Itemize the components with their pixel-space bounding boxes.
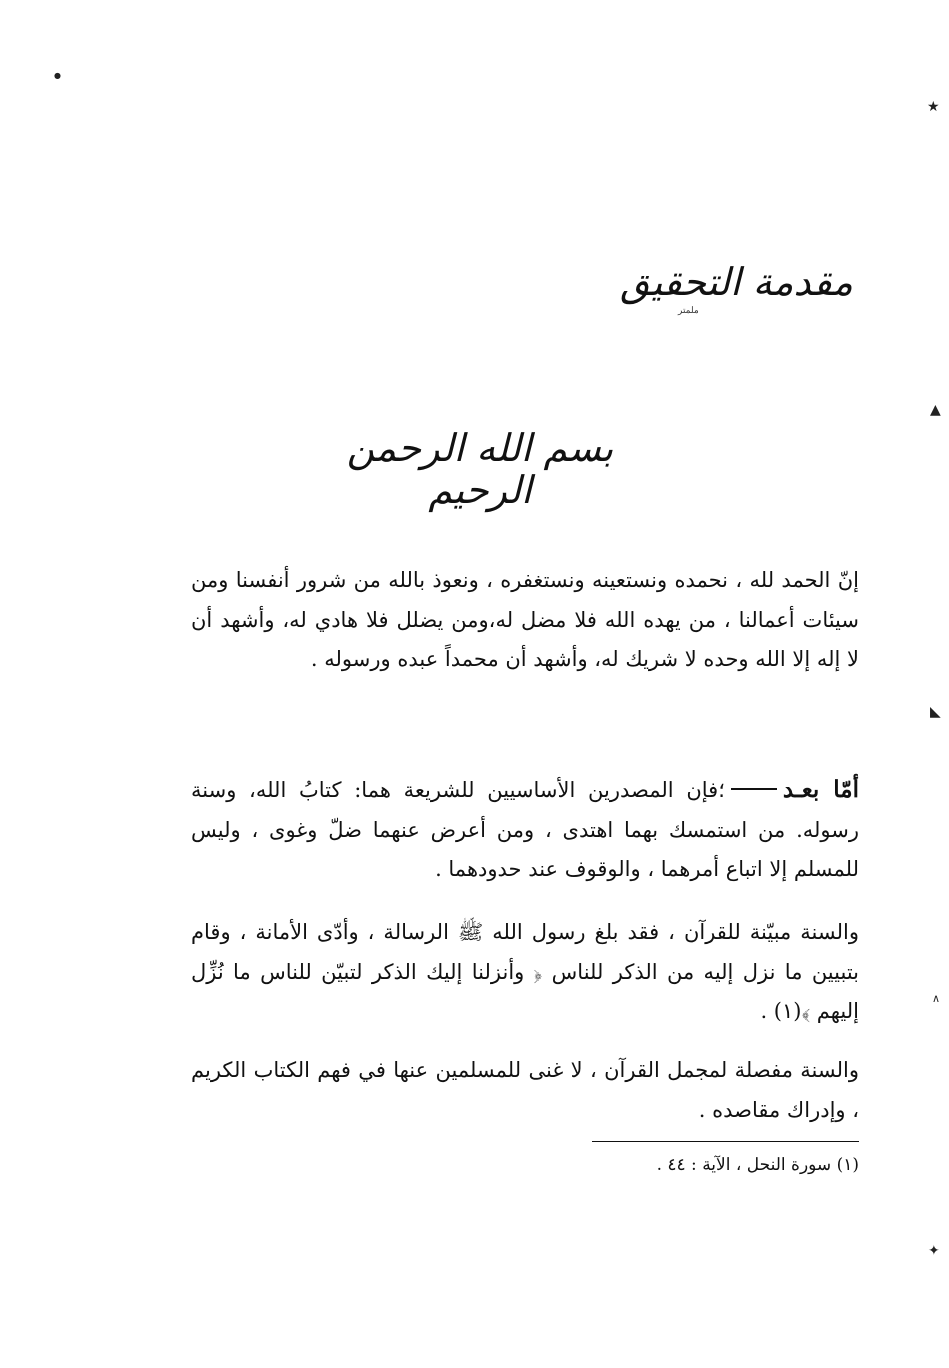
margin-mark: ◣ (930, 704, 941, 720)
margin-mark: ✦ (928, 1243, 940, 1259)
paragraph-lead: أمّا بعـد (782, 776, 859, 803)
margin-mark: ★ (927, 99, 940, 115)
margin-mark: ∧ (932, 992, 941, 1005)
basmala: بسم الله الرحمن الرحيم (346, 426, 614, 512)
paragraph-body: ؛فإن المصدرين الأساسيين للشريعة هما: كتابُ الله، وسنة رسوله. من استمسك بهما اهتدى ، ومن أعرض عنهما ضلّ وغوى ، وليس للمسلم إلا اتباع أمرهما ، والوقوف عند حدودهما . (191, 778, 859, 881)
paragraph-amma-bad (191, 770, 859, 890)
heading-subscript: ملمتر (678, 306, 699, 316)
lead-dash (731, 788, 777, 790)
margin-mark: ● (54, 71, 61, 80)
paragraph-sunnah-details: والسنة مفصلة لمجمل القرآن ، لا غنى للمسلمين عنها في فهم الكتاب الكريم ، وإدراك مقاصده . (191, 1058, 859, 1122)
section-heading: مقدمة التحقيق (620, 260, 853, 304)
footnote-divider (592, 1141, 859, 1142)
margin-mark: ▲ (930, 402, 941, 418)
footnote: (١) سورة النحل ، الآية : ٤٤ . (656, 1155, 859, 1175)
paragraph-sunnah-explains: والسنة مبيّنة للقرآن ، فقد بلغ رسول الله ﷺ الرسالة ، وأدّى الأمانة ، وقام بتبيين ما نزل إليه من الذكر للناس ﴿ وأنزلنا إليك الذكر لتبيّن للناس ما نُزِّل إليهم ﴾(١) . (191, 920, 860, 1023)
paragraph-opening: إنّ الحمد لله ، نحمده ونستعينه ونستغفره ، ونعوذ بالله من شرور أنفسنا ومن سيئات أعمالنا ، من يهده الله فلا مضل له،ومن يضلل فلا هادي له، وأشهد أن لا إله إلا الله وحده لا شريك له، وأشهد أن محمداً عبده ورسوله . (191, 568, 859, 671)
